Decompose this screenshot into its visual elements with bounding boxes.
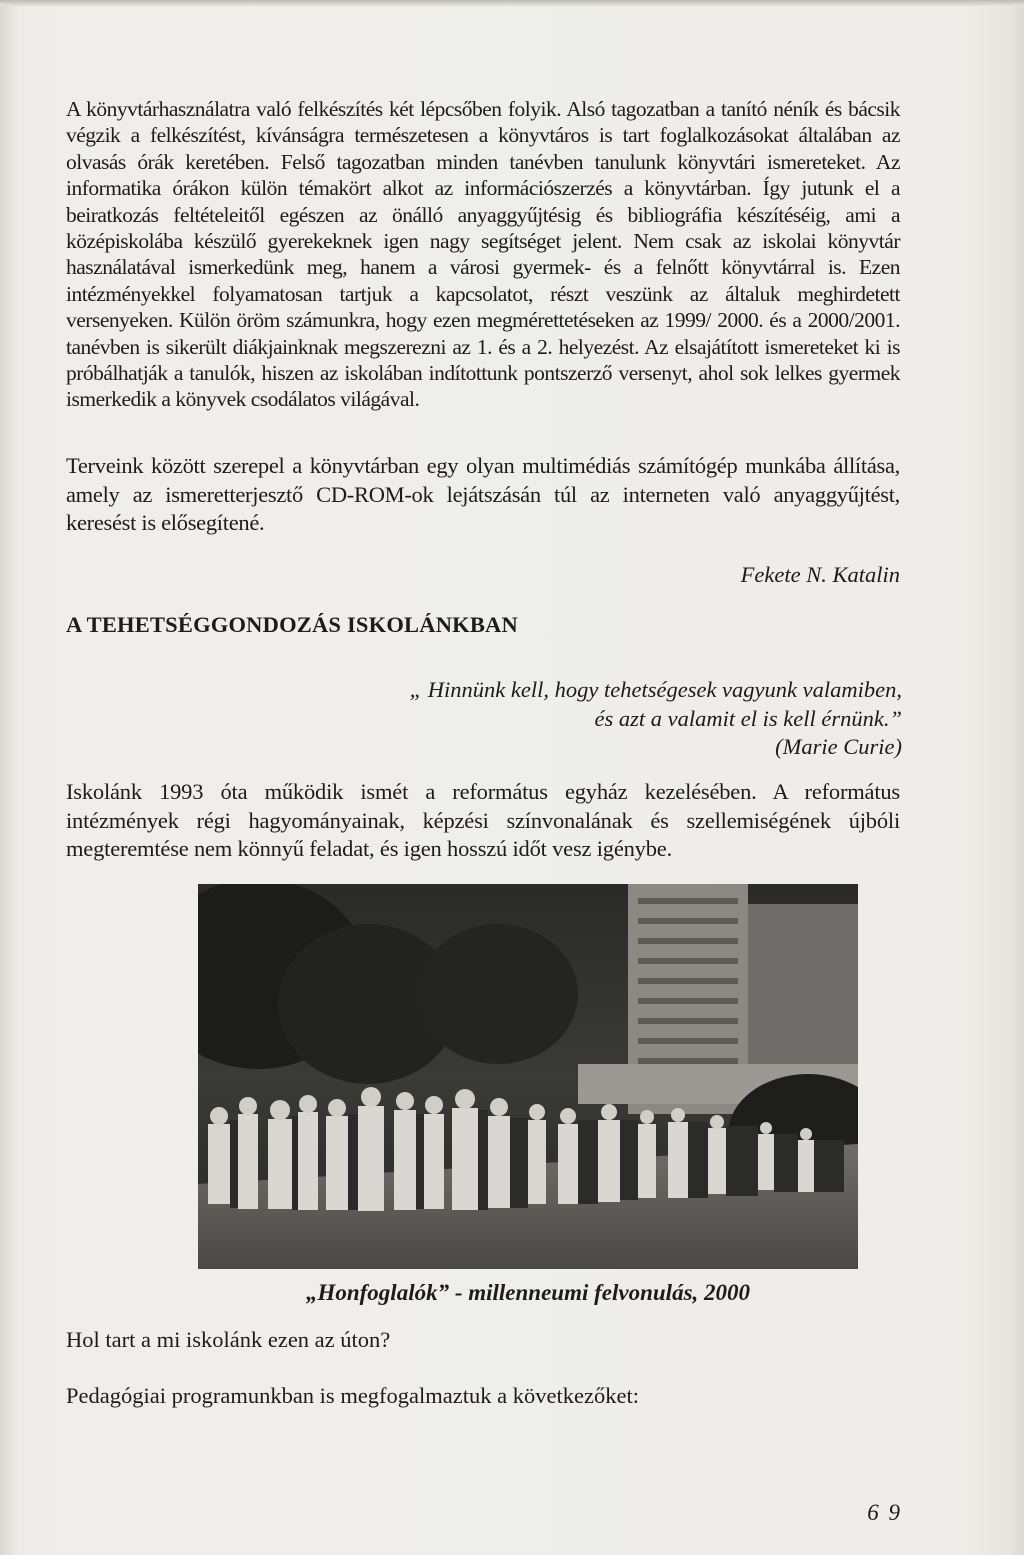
page-number: 6 9 — [867, 1500, 902, 1525]
paragraph-program: Pedagógiai programunkban is megfogalmaztuk a következőket: — [66, 1383, 639, 1408]
quote-line-1: „ Hinnünk kell, hogy tehetségesek vagyunk valamiben, — [409, 677, 902, 702]
parade-photo — [198, 884, 858, 1269]
photo-caption: „Honfoglalók” - millenneumi felvonulás, 2000 — [305, 1280, 751, 1305]
quote-line-2: és azt a valamit el is kell érnünk.” — [594, 705, 902, 731]
page-top-edge — [0, 0, 1024, 6]
author-signature: Fekete N. Katalin — [740, 562, 900, 587]
paragraph-question: Hol tart a mi iskolánk ezen az úton? — [66, 1327, 391, 1352]
parade-photo-image — [198, 884, 858, 1269]
paragraph-library-preparation: A könyvtárhasználatra való felkészítés két lépcsőben folyik. Alsó tagozatban a tanító néník és bácsik végzik a felkészítést, kívánságra természetesen a könyvtáros is tart foglalkozásokat általában az olvasás órák keretében. Felső tagozatban minden tanévben tanulunk könyvtári ismereteket. Az informatika órákon külön témakört alkot az információszerzés a könyvtárban. Így jutunk el a beiratkozás feltételeitől egészen az önálló anyaggyűjtésig és bibliográfia készítéséig, ami a középiskolába készülő gyerekeknek igen nagy segítséget jelent. Nem csak az iskolai könyvtár használatával ismerkedünk meg, hanem a városi gyermek- és a felnőtt könyvtárral is. Ezen intézményekkel folyamatosan tartjuk a kapcsolatot, részt veszünk az általuk meghirdetett versenyeken. Külön öröm számunkra, hogy ezen megmérettetéseken az 1999/ 2000. és a 2000/2001. tanévben is sikerült diákjainknak megszerezni az 1. és a 2. helyezést. Az elsajátított ismereteket ki is próbálhatják a tanulók, hiszen az iskolában indítottunk pontszerző versenyt, ahol sok lelkes gyermek ismerkedik a könyvek csodálatos világával. — [66, 97, 900, 412]
paragraph-plans: Terveink között szerepel a könyvtárban egy olyan multimédiás számítógép munkába állítása, amely az ismeretterjesztő CD-ROM-ok lejátszásán túl az interneten való anyaggyűjtést, keresést is elősegítené. — [66, 453, 900, 535]
section-heading: A TEHETSÉGGONDOZÁS ISKOLÁNKBAN — [66, 612, 518, 637]
quote-attribution: (Marie Curie) — [775, 734, 902, 759]
epigraph-quote — [330, 676, 902, 762]
paragraph-school-intro: Iskolánk 1993 óta működik ismét a református egyház kezelésében. A református intézmények régi hagyományainak, képzési színvonalának és szellemiségének újbóli megteremtése nem könnyű feladat, és igen hosszú időt vesz igénybe. — [66, 779, 900, 862]
